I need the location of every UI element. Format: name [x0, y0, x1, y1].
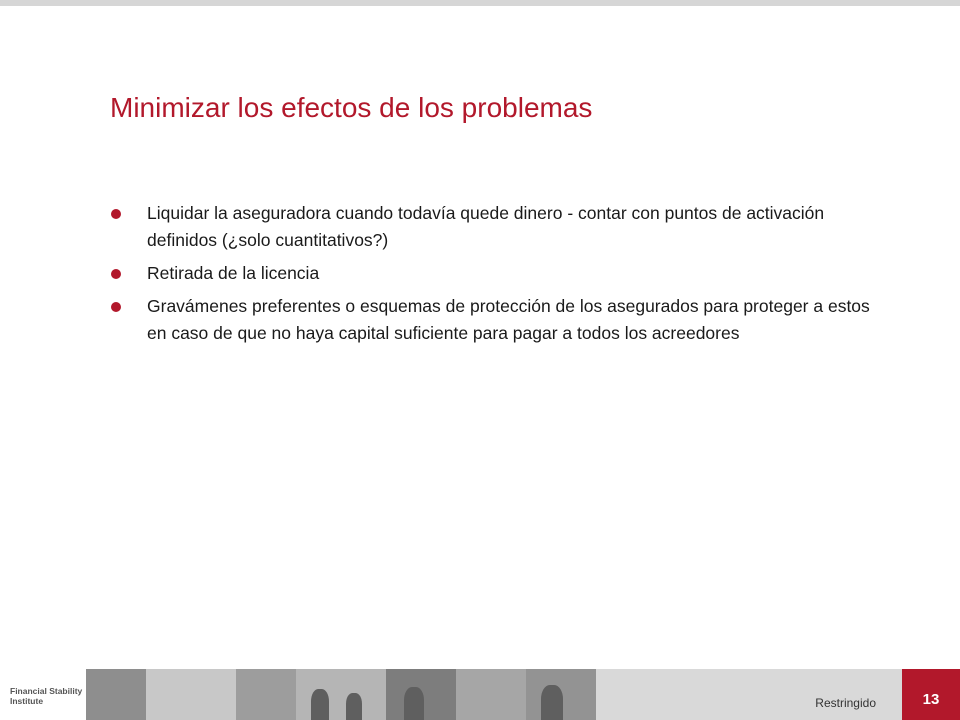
photo-panel — [456, 669, 526, 720]
photo-panel — [146, 669, 236, 720]
bullet-item — [110, 293, 870, 347]
bullet-text: Gravámenes preferentes o esquemas de protección de los asegurados para proteger a estos en caso de que no haya capital suficiente para pagar a todos los acreedores — [147, 296, 870, 343]
page-number: 13 — [922, 691, 940, 708]
top-border — [0, 0, 960, 6]
photo-strip-image — [86, 669, 596, 720]
photo-panel — [296, 669, 386, 720]
person-figure — [311, 689, 329, 720]
photo-panel — [86, 669, 146, 720]
bullet-dot-icon — [111, 269, 121, 279]
logo-text: Financial Stability Institute — [10, 686, 83, 706]
photo-panel — [236, 669, 296, 720]
fsi-logo — [0, 669, 86, 720]
person-figure — [346, 693, 362, 720]
bullet-dot-icon — [111, 302, 121, 312]
footer-band — [596, 669, 902, 720]
person-figure — [541, 685, 563, 720]
slide-footer — [0, 669, 960, 720]
slide-title: Minimizar los efectos de los problemas — [110, 92, 593, 123]
bullet-item — [110, 200, 870, 254]
bullet-dot-icon — [111, 209, 121, 219]
bullet-item — [110, 260, 870, 287]
bullet-text: Liquidar la aseguradora cuando todavía quede dinero - contar con puntos de activación definidos (¿solo cuantitativos?) — [147, 203, 825, 250]
classification-label: Restringido — [815, 696, 876, 710]
bullet-text: Retirada de la licencia — [147, 263, 320, 283]
person-figure — [404, 687, 424, 720]
page-number-box — [902, 669, 960, 720]
bullet-list — [110, 200, 870, 353]
